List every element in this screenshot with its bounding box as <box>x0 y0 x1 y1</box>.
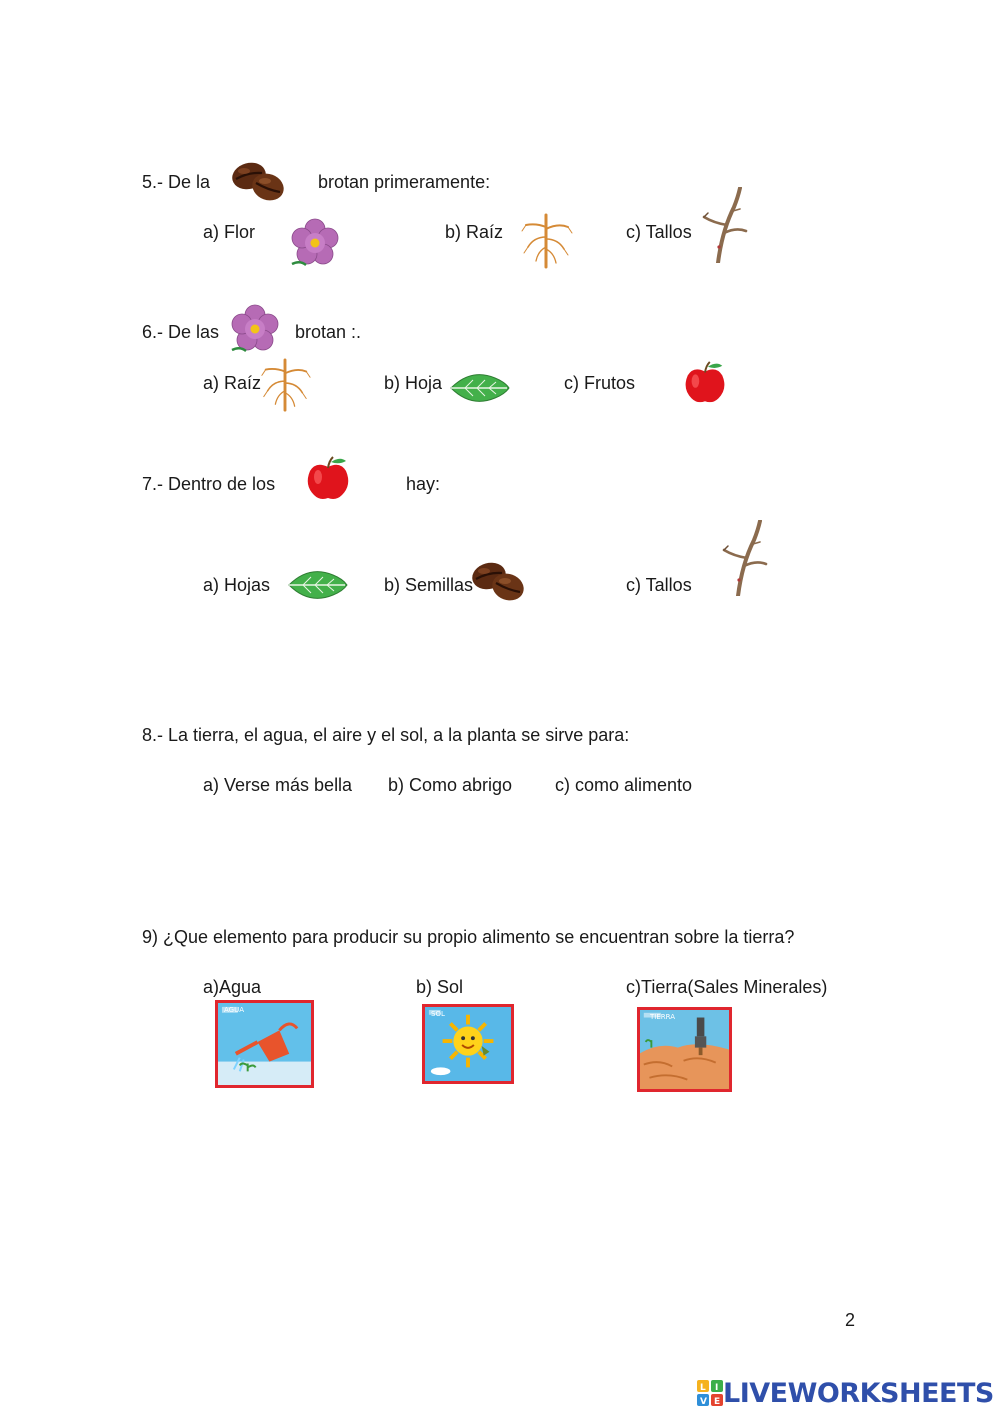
soil-card-label: TIERRA <box>650 1013 675 1021</box>
q6-option-c[interactable]: c) Frutos <box>564 373 636 393</box>
logo-letter-3: V <box>700 1397 707 1406</box>
q8-option-c[interactable]: c) como alimento <box>555 775 693 795</box>
coffee-seeds-icon <box>469 559 529 603</box>
q5-option-c[interactable]: c) Tallos <box>626 222 692 242</box>
q7-suffix: hay: <box>406 474 441 494</box>
water-card-image <box>215 1000 314 1088</box>
q9-option-b[interactable]: b) Sol <box>416 977 464 997</box>
liveworksheets-logo-icon <box>697 1380 723 1406</box>
q9-question: 9) ¿Que elemento para producir su propio alimento se encuentran sobre la tierra? <box>142 927 795 947</box>
q5-suffix: brotan primeramente: <box>318 172 491 192</box>
q6-prefix: 6.- De las <box>142 322 220 342</box>
leaf-icon <box>449 370 511 406</box>
root-icon <box>518 213 574 269</box>
logo-letter-4: E <box>714 1397 721 1406</box>
root-icon <box>258 358 312 412</box>
q6-suffix: brotan :. <box>295 322 362 342</box>
water-card-label: AGUA <box>224 1006 245 1014</box>
q7-option-b[interactable]: b) Semillas <box>384 575 474 595</box>
leaf-icon <box>287 567 349 603</box>
logo-letter-1: L <box>700 1383 706 1393</box>
q6-option-a[interactable]: a) Raíz <box>203 373 262 393</box>
q7-prefix: 7.- Dentro de los <box>142 474 276 494</box>
q6-option-b[interactable]: b) Hoja <box>384 373 443 393</box>
coffee-seeds-icon <box>229 159 289 203</box>
q8-question: 8.- La tierra, el agua, el aire y el sol, a la planta se sirve para: <box>142 725 630 745</box>
flower-icon <box>290 218 340 268</box>
stem-icon <box>702 187 752 263</box>
stem-icon <box>722 520 772 596</box>
q7-option-c[interactable]: c) Tallos <box>626 575 692 595</box>
q7-option-a[interactable]: a) Hojas <box>203 575 271 595</box>
logo-letter-2: I <box>715 1383 719 1393</box>
q5-prefix: 5.- De la <box>142 172 211 192</box>
q9-option-a[interactable]: a)Agua <box>203 977 262 997</box>
apple-icon <box>682 360 728 406</box>
q5-option-b[interactable]: b) Raíz <box>445 222 504 242</box>
q5-option-a[interactable]: a) Flor <box>203 222 256 242</box>
flower-icon <box>230 304 280 354</box>
liveworksheets-logo[interactable] <box>697 1378 994 1408</box>
apple-icon <box>304 455 352 503</box>
liveworksheets-brand-name: LIVEWORKSHEETS <box>723 1377 994 1409</box>
q8-option-a[interactable]: a) Verse más bella <box>203 775 353 795</box>
sun-card-label: SOL <box>431 1010 445 1018</box>
sun-card-image <box>422 1004 514 1084</box>
soil-card-image <box>637 1007 732 1092</box>
q8-option-b[interactable]: b) Como abrigo <box>388 775 513 795</box>
page-number: 2 <box>845 1310 856 1330</box>
q9-option-c[interactable]: c)Tierra(Sales Minerales) <box>626 977 828 997</box>
